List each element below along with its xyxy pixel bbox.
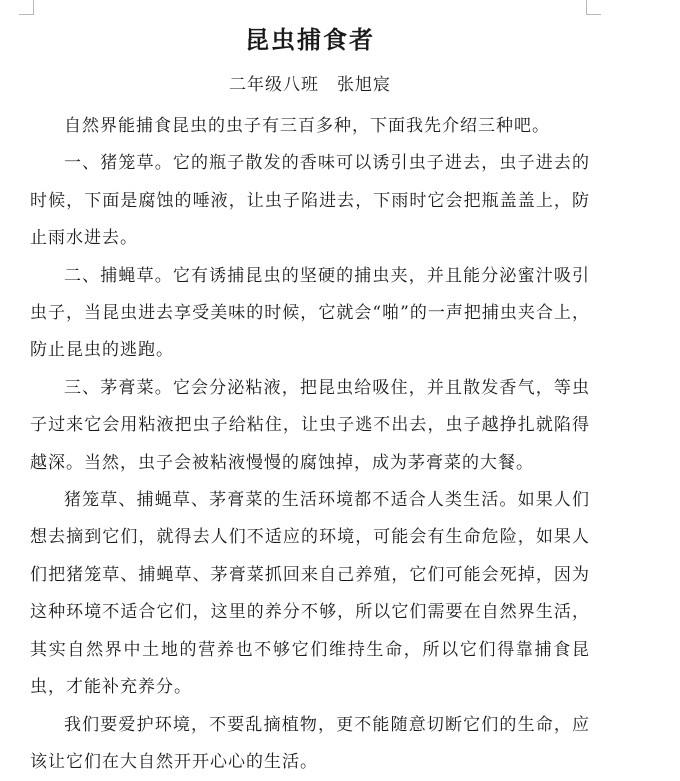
document-body	[30, 108, 590, 781]
paragraph-intro: 自然界能捕食昆虫的虫子有三百多种，下面我先介绍三种吧。	[30, 108, 590, 145]
author-line: 二年级八班 张旭宸	[0, 70, 620, 95]
page-corner-mark-top-left	[19, 0, 34, 15]
paragraph-environment: 猪笼草、捕蝇草、茅膏菜的生活环境都不适合人类生活。如果人们想去摘到它们，就得去人们不适应的环境，可能会有生命危险，如果人们把猪笼草、捕蝇草、茅膏菜抓回来自己养殖，它们可能会死掉，因为这种环境不适合它们，这里的养分不够，所以它们需要在自然界生活，其实自然界中土地的营养也不够它们维持生命，所以它们得靠捕食昆虫，才能补充养分。	[30, 482, 590, 706]
paragraph-conclusion: 我们要爱护环境，不要乱摘植物，更不能随意切断它们的生命，应该让它们在大自然开开心心的生活。	[30, 707, 590, 781]
page-corner-mark-top-right	[586, 0, 601, 15]
paragraph-venus-flytrap: 二、捕蝇草。它有诱捕昆虫的坚硬的捕虫夹，并且能分泌蜜汁吸引虫子，当昆虫进去享受美味的时候，它就会“啪”的一声把捕虫夹合上，防止昆虫的逃跑。	[30, 258, 590, 370]
document-title: 昆虫捕食者	[0, 20, 620, 55]
paragraph-sundew: 三、茅膏菜。它会分泌粘液，把昆虫给吸住，并且散发香气，等虫子过来它会用粘液把虫子给粘住，让虫子逃不出去，虫子越挣扎就陷得越深。当然，虫子会被粘液慢慢的腐蚀掉，成为茅膏菜的大餐。	[30, 370, 590, 482]
paragraph-pitcher-plant: 一、猪笼草。它的瓶子散发的香味可以诱引虫子进去，虫子进去的时候，下面是腐蚀的唾液，让虫子陷进去，下雨时它会把瓶盖盖上，防止雨水进去。	[30, 145, 590, 257]
